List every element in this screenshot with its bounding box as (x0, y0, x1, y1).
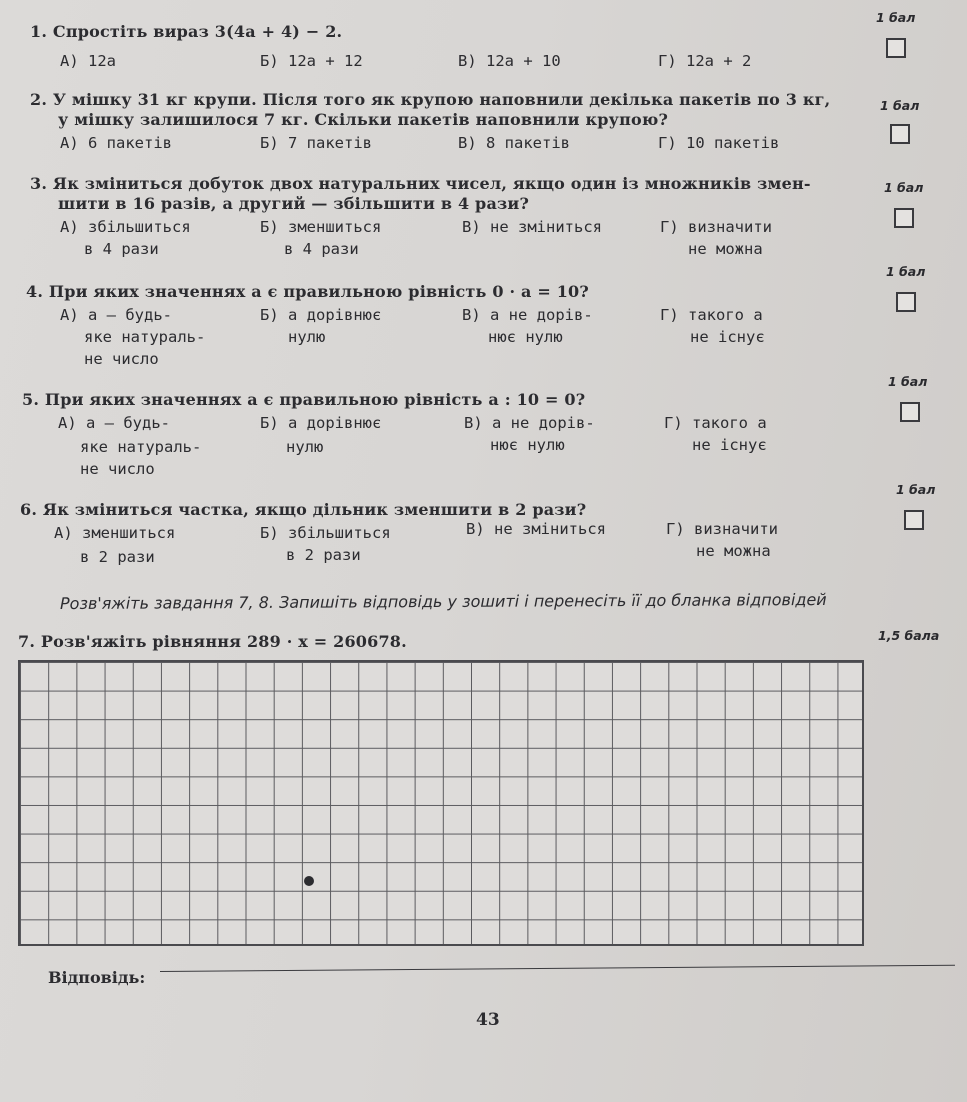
score-label: 1,5 бала (878, 628, 940, 643)
answer-box-4[interactable] (896, 292, 916, 312)
score-label: 1 бал (888, 374, 928, 389)
option-v: В) 12a + 10 (458, 52, 561, 70)
question-text: Як зміниться частка, якщо дільник зменшити в 2 рази? (42, 500, 587, 519)
answer-box-1[interactable] (886, 38, 906, 58)
task-number: 7. (18, 632, 36, 651)
question-text-line-2: у мішку залишилося 7 кг. Скільки пакетів наповнили крупою? (58, 110, 669, 129)
score-label: 1 бал (886, 264, 926, 279)
question-number: 5. (22, 390, 40, 409)
option-b-line-2: нулю (286, 438, 324, 456)
option-g-line-2: не існує (692, 436, 767, 454)
option-g: Г) такого a (660, 306, 763, 324)
option-v: В) a не дорів- (464, 414, 595, 432)
option-g: Г) такого a (664, 414, 767, 432)
option-v: В) a не дорів- (462, 306, 593, 324)
ink-dot (304, 876, 314, 886)
option-a-line-3: не число (84, 350, 159, 368)
question-text: При яких значеннях a є правильною рівність a : 10 = 0? (44, 390, 586, 409)
question-number: 2. (30, 90, 48, 109)
question-number: 6. (20, 500, 38, 519)
option-a-line-2: яке натураль- (80, 438, 202, 456)
option-a-line-2: в 2 рази (80, 548, 155, 566)
score-label: 1 бал (884, 180, 924, 195)
solution-grid[interactable] (18, 660, 864, 946)
option-b: Б) 12a + 12 (260, 52, 363, 70)
answer-box-6[interactable] (904, 510, 924, 530)
section-instruction: Розв'яжіть завдання 7, 8. Запишіть відповідь у зошиті і перенесіть її до бланка відповідей (59, 589, 827, 614)
question-1 (30, 22, 342, 41)
option-b: Б) 7 пакетів (260, 134, 373, 152)
task-text: Розв'яжіть рівняння 289 · x = 260678. (40, 632, 407, 651)
option-a-line-2: яке натураль- (84, 328, 206, 346)
option-a: А) 6 пакетів (60, 134, 173, 152)
question-text: При яких значеннях a є правильною рівність 0 · a = 10? (48, 282, 589, 301)
option-g-line-2: не можна (688, 240, 763, 258)
option-g: Г) визначити (666, 520, 779, 538)
option-g: Г) 10 пакетів (658, 134, 780, 152)
option-g: Г) 12a + 2 (658, 52, 752, 70)
answer-box-2[interactable] (890, 124, 910, 144)
option-a: А) збільшиться (60, 218, 191, 236)
option-g: Г) визначити (660, 218, 773, 236)
option-b: Б) a дорівнює (260, 414, 382, 432)
score-label: 1 бал (896, 482, 936, 497)
answer-label: Відповідь: (48, 968, 146, 987)
question-text-line-2: шити в 16 разів, а другий — збільшити в 4 рази? (58, 194, 530, 213)
question-text: Як зміниться добуток двох натуральних чисел, якщо один із множників змен- (52, 174, 811, 193)
question-text: Спростіть вираз 3(4a + 4) − 2. (52, 22, 343, 41)
option-b-line-2: нулю (288, 328, 326, 346)
option-v: В) не зміниться (462, 218, 602, 236)
option-v: В) не зміниться (466, 520, 606, 538)
score-label: 1 бал (880, 98, 920, 113)
question-number: 3. (30, 174, 48, 193)
question-number: 4. (26, 282, 44, 301)
option-b: Б) a дорівнює (260, 306, 382, 324)
score-label: 1 бал (876, 10, 916, 25)
option-v-line-2: нює нулю (488, 328, 563, 346)
option-a-line-3: не число (80, 460, 155, 478)
option-b: Б) збільшиться (260, 524, 391, 542)
answer-line[interactable] (160, 965, 955, 972)
page-number: 43 (476, 1010, 500, 1030)
option-a: А) a — будь- (58, 414, 171, 432)
option-a: А) a — будь- (60, 306, 173, 324)
question-text: У мішку 31 кг крупи. Після того як крупою наповнили декілька пакетів по 3 кг, (52, 90, 831, 109)
option-g-line-2: не можна (696, 542, 771, 560)
option-v-line-2: нює нулю (490, 436, 565, 454)
answer-box-3[interactable] (894, 208, 914, 228)
option-g-line-2: не існує (690, 328, 765, 346)
answer-box-5[interactable] (900, 402, 920, 422)
option-b-line-2: в 2 рази (286, 546, 361, 564)
option-b: Б) зменшиться (260, 218, 382, 236)
question-4 (26, 282, 589, 301)
question-2 (30, 90, 830, 109)
option-v: В) 8 пакетів (458, 134, 571, 152)
question-6 (20, 500, 586, 519)
option-a: А) 12a (60, 52, 117, 70)
question-5 (22, 390, 585, 409)
option-b-line-2: в 4 рази (284, 240, 359, 258)
option-a-line-2: в 4 рази (84, 240, 159, 258)
task-7 (18, 632, 407, 651)
question-3 (30, 174, 811, 193)
question-number: 1. (30, 22, 48, 41)
option-a: А) зменшиться (54, 524, 176, 542)
